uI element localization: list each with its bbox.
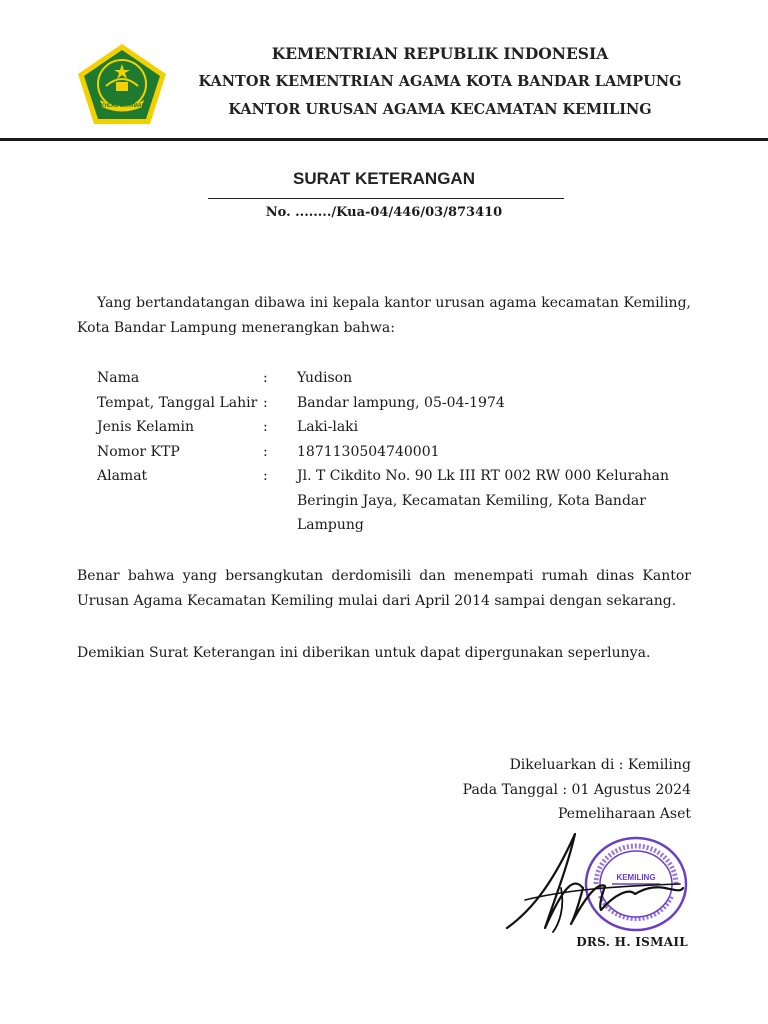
- issued-place: Dikeluarkan di : Kemiling: [509, 757, 691, 773]
- identity-row-birth: [97, 391, 691, 416]
- identity-row-address: [97, 464, 691, 538]
- identity-label: Jenis Kelamin: [97, 419, 194, 435]
- identity-value: Laki-laki: [297, 419, 359, 435]
- identity-table: [97, 366, 691, 538]
- identity-value: Bandar lampung, 05-04-1974: [297, 394, 505, 411]
- identity-row-ktp: [97, 440, 691, 465]
- title-underline: [208, 198, 564, 199]
- statement-paragraph: Benar bahwa yang bersangkutan derdomisili dan menempati rumah dinas Kantor Urusan Agama Kecamatan Kemiling mulai dari April 2014 sampai dengan sekarang.: [77, 568, 691, 609]
- header-regional-office: KANTOR KEMENTRIAN AGAMA KOTA BANDAR LAMPUNG: [198, 73, 682, 90]
- identity-colon: :: [263, 419, 268, 435]
- kemenag-logo-icon: [76, 42, 168, 126]
- signer-name: DRS. H. ISMAIL: [576, 935, 688, 949]
- identity-label: Nama: [97, 370, 140, 386]
- identity-label: Tempat, Tanggal Lahir: [97, 394, 258, 411]
- header-ministry: KEMENTRIAN REPUBLIK INDONESIA: [271, 44, 609, 63]
- identity-row-gender: [97, 415, 691, 440]
- opening-paragraph: Yang bertandatangan dibawa ini kepala kantor urusan agama kecamatan Kemiling, Kota Bandar Lampung menerangkan bahwa:: [77, 295, 691, 336]
- signature-icon: [505, 828, 685, 938]
- identity-colon: :: [263, 468, 268, 484]
- identity-colon: :: [263, 394, 268, 411]
- identity-row-name: [97, 366, 691, 391]
- identity-value: Jl. T Cikdito No. 90 Lk III RT 002 RW 000 Kelurahan Beringin Jaya, Kecamatan Kemiling, Kota Bandar Lampung: [297, 468, 670, 533]
- identity-colon: :: [263, 443, 268, 460]
- logo-motto: IKHLAS BERAMAL: [99, 103, 145, 109]
- closing-paragraph: Demikian Surat Keterangan ini diberikan untuk dapat dipergunakan seperlunya.: [77, 645, 651, 661]
- identity-value: 1871130504740001: [297, 443, 440, 460]
- document-number: No. ......../Kua-04/446/03/873410: [265, 205, 503, 220]
- issued-date: Pada Tanggal : 01 Agustus 2024: [462, 782, 691, 798]
- identity-colon: :: [263, 370, 268, 386]
- identity-value: Yudison: [297, 370, 353, 386]
- stamp-label: KEMILING: [616, 873, 656, 882]
- signer-department: Pemeliharaan Aset: [557, 806, 691, 822]
- header-divider: [0, 138, 768, 141]
- document-title: SURAT KETERANGAN: [293, 169, 475, 188]
- identity-label: Alamat: [97, 468, 148, 484]
- header-district-office: KANTOR URUSAN AGAMA KECAMATAN KEMILING: [228, 101, 652, 118]
- identity-label: Nomor KTP: [97, 443, 180, 460]
